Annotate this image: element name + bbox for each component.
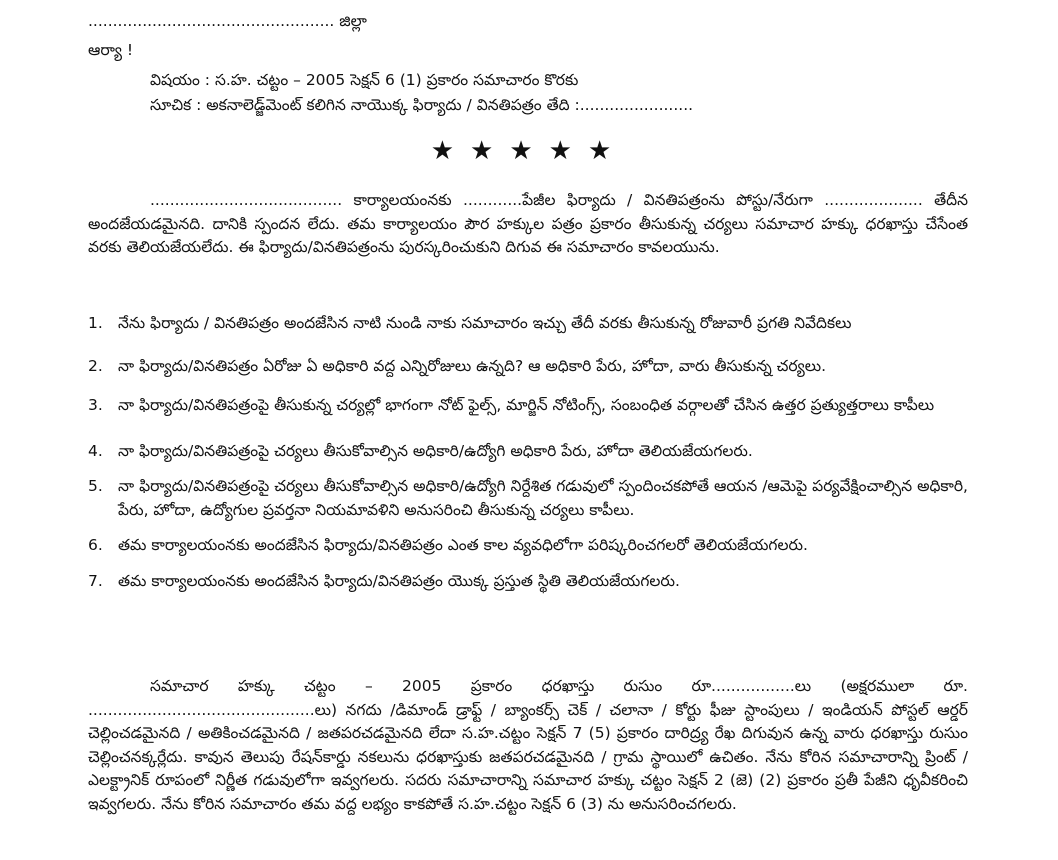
- list-item: [88, 312, 968, 336]
- list-item: [88, 534, 968, 558]
- list-item: [88, 475, 968, 522]
- item-text: నా ఫిర్యాదు/వినతిపత్రంపై తీసుకున్న చర్యల్లో భాగంగా నోట్ ఫైల్స్, మార్జిన్ నోటింగ్స్, సంబంధిత వర్గాలతో చేసిన ఉత్తర ప్రత్యుత్తరాలు కాపీలు: [118, 396, 935, 414]
- star-divider: ★★★★★: [430, 136, 628, 166]
- item-number: 2.: [88, 356, 103, 375]
- list-item: [88, 394, 968, 418]
- intro-text: ....................................... కార్యాలయంనకు ............పేజీల ఫిర్యాదు / వినతిపత్రంను పోస్టు/నేరుగా .................... తేదీన అందజేయడమైనది. దానికి స్పందన లేదు. తమ కార్యాలయం పౌర హక్కుల పత్రం ప్రకారం తీసుకున్న చర్యలు సమాచార హక్కు ధరఖాస్తు చేసేంత వరకు తెలియజేయలేదు. ఈ ఫిర్యాదు/వినతిపత్రంను పురస్కరించుకుని దిగువ ఈ సమాచారం కావలయును.: [88, 191, 968, 256]
- item-number: 6.: [88, 536, 103, 554]
- reference-line: సూచిక : అకనాలెడ్జ్‌మెంట్ కలిగిన నాయొక్క ఫిర్యాదు / వినతిపత్రం తేది :.......................: [150, 96, 694, 114]
- salutation: ఆర్యా !: [88, 41, 134, 59]
- intro-paragraph: [88, 189, 968, 260]
- item-text: నేను ఫిర్యాదు / వినతిపత్రం అందజేసిన నాటి నుండి నాకు సమాచారం ఇచ్చు తేదీ వరకు తీసుకున్న రోజువారీ ప్రగతి నివేదికలు: [118, 314, 852, 332]
- item-text: నా ఫిర్యాదు/వినతిపత్రం ఏరోజు ఏ అధికారి వద్ద ఎన్నిరోజులు ఉన్నది? ఆ అధికారి పేరు, హోదా, వారు తీసుకున్న చర్యలు.: [118, 356, 827, 375]
- item-number: 5.: [88, 477, 103, 495]
- item-text: తమ కార్యాలయంనకు అందజేసిన ఫిర్యాదు/వినతిపత్రం యొక్క ప్రస్తుత స్థితి తెలియజేయగలరు.: [118, 571, 680, 590]
- item-text: నా ఫిర్యాదు/వినతిపత్రంపై చర్యలు తీసుకోవాల్సిన అధికారి/ఉద్యోగి నిర్దేశిత గడువులో స్పందించకపోతే ఆయన /ఆమెపై పర్యవేక్షించాల్సిన అధికారి, పేరు, హోదా, ఉద్యోగుల ప్రవర్తనా నియమావళిని అనుసరించి తీసుకున్న చర్యలు కాపీలు.: [118, 477, 968, 519]
- list-item: [88, 440, 968, 464]
- item-text: తమ కార్యాలయంనకు అందజేసిన ఫిర్యాదు/వినతిపత్రం ఎంత కాల వ్యవధిలోగా పరిష్కరించగలరో తెలియజేయగలరు.: [118, 536, 808, 554]
- item-text: నా ఫిర్యాదు/వినతిపత్రంపై చర్యలు తీసుకోవాల్సిన అధికారి/ఉద్యోగి అధికారి పేరు, హోదా తెలియజేయగలరు.: [118, 441, 753, 460]
- item-number: 3.: [88, 396, 103, 414]
- district-line: .................................................. జిల్లా: [88, 12, 367, 30]
- list-item: [88, 355, 968, 379]
- item-number: 7.: [88, 571, 103, 590]
- list-item: [88, 570, 968, 594]
- fee-text: సమాచార హక్కు చట్టం – 2005 ప్రకారం ధరఖాస్తు రుసుం రూ.................లు (అక్షరములా రూ. ..............................................లు) నగదు /డిమాండ్ డ్రాఫ్ట్ / బ్యాంకర్స్ చెక్ / చలానా / కోర్టు ఫీజు స్టాంపులు / ఇండియన్ పోస్టల్ ఆర్డర్ చెల్లించడమైనది / అతికించడమైనది / జతపరచడమైనది లేదా స.హ.చట్టం సెక్షన్ 7 (5) ప్రకారం దారిద్ర్య రేఖ దిగువున ఉన్న వారు ధరఖాస్తు రుసుం చెల్లించనక్కర్లేదు. కావున తెలుపు రేషన్‌కార్డు నకలును ధరఖాస్తుకు జతపరచడమైనది / గ్రామ స్థాయిలో ఉచితం. నేను కోరిన సమాచారాన్ని ప్రింట్ / ఎలక్ట్రానిక్ రూపంలో నిర్ణీత గడువులోగా ఇవ్వగలరు. సదరు సమాచారాన్ని సమాచార హక్కు చట్టం సెక్షన్ 2 (జె) (2) ప్రకారం ప్రతీ పేజీని ధృవీకరించి ఇవ్వగలరు. నేను కోరిన సమాచారం తమ వద్ద లభ్యం కాకపోతే స.హ.చట్టం సెక్షన్ 6 (3) ను అనుసరించగలరు.: [88, 677, 968, 813]
- subject-line: విషయం : స.హ. చట్టం – 2005 సెక్షన్ 6 (1) ప్రకారం సమాచారం కొరకు: [150, 71, 579, 89]
- item-number: 1.: [88, 314, 103, 332]
- item-number: 4.: [88, 441, 103, 460]
- fee-paragraph: [88, 675, 968, 816]
- request-list: [88, 312, 968, 593]
